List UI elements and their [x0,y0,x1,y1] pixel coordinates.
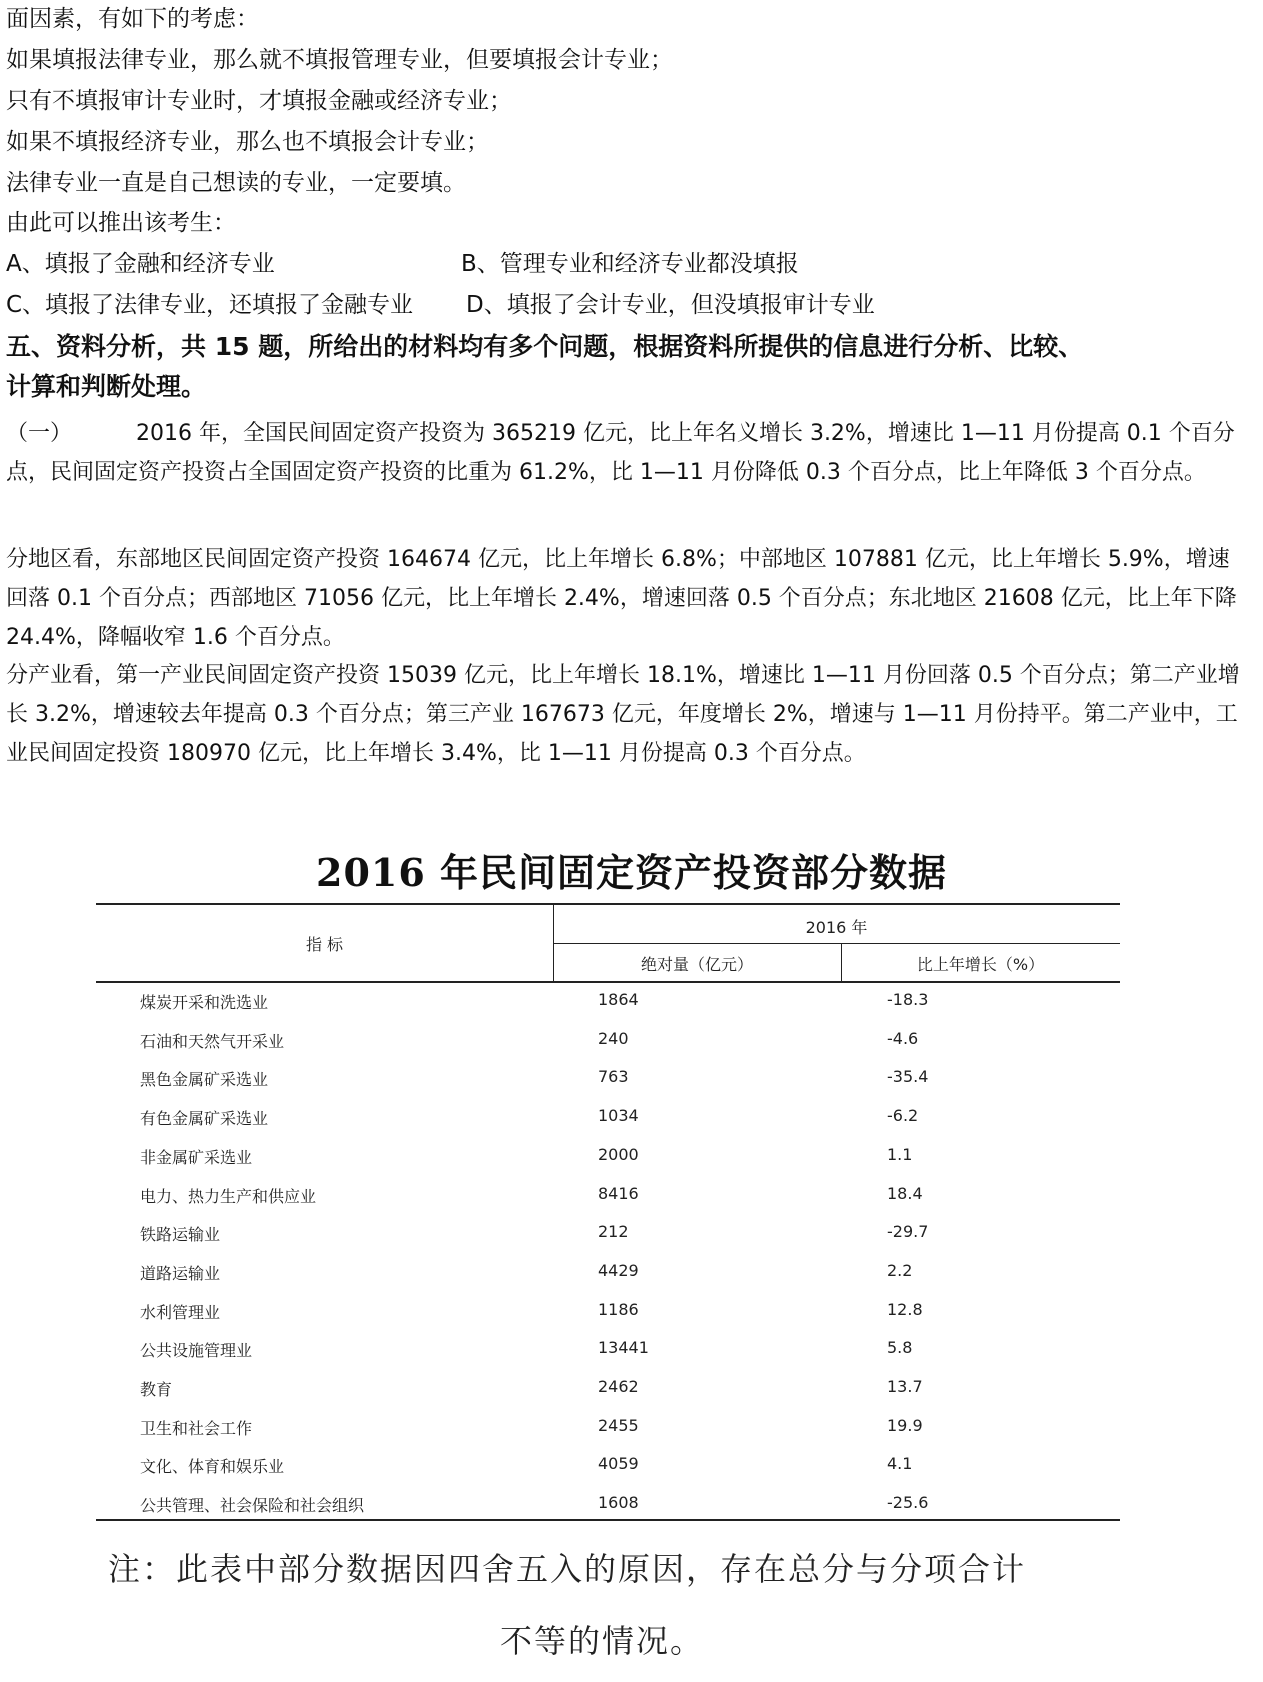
row-absolute-value: 1864 [598,990,639,1009]
row-indicator: 卫生和社会工作 [140,1419,253,1438]
row-indicator: 非金属矿采选业 [140,1148,253,1167]
option-a: A、填报了金融和经济专业 [6,251,275,277]
row-growth-rate: 13.7 [887,1377,923,1396]
row-absolute-value: 1034 [598,1106,639,1125]
section-heading-line-2: 计算和判断处理。 [6,372,207,401]
row-absolute-value: 2462 [598,1377,639,1396]
section-heading-line-1: 五、资料分析，共 15 题，所给出的材料均有多个问题，根据资料所提供的信息进行分析、比较、 [6,332,1084,361]
intro-line-3: 只有不填报审计专业时，才填报金融或经济专业； [6,88,512,114]
table-title: 2016 年民间固定资产投资部分数据 [316,850,947,895]
row-indicator: 石油和天然气开采业 [140,1032,285,1051]
header-indicator: 指 标 [305,935,344,954]
paragraph-3: 分产业看，第一产业民间固定资产投资 15039 亿元，比上年增长 18.1%，增速比 1—11 月份回落 0.5 个百分点；第二产业增长 3.2%，增速较去年提高 0.3 个百分点；第三产业 167673 亿元，年度增长 2%，增速与 1—11 月份持平。第二产业中，工业民间固定投资 180970 亿元，比上年增长 3.4%，比 1—11 月份提高 0.3 个百分点。 [6,663,1240,766]
row-absolute-value: 2000 [598,1145,639,1164]
table-year-rule [553,943,1120,944]
row-absolute-value: 13441 [598,1338,649,1357]
row-indicator: 黑色金属矿采选业 [140,1070,269,1089]
option-c: C、填报了法律专业，还填报了金融专业 [6,292,414,318]
row-indicator: 电力、热力生产和供应业 [140,1187,317,1206]
row-absolute-value: 240 [598,1029,629,1048]
question-stem: 由此可以推出该考生： [6,210,236,236]
row-absolute-value: 8416 [598,1184,639,1203]
header-growth: 比上年增长（%） [916,955,1045,974]
row-growth-rate: -29.7 [887,1222,929,1241]
row-absolute-value: 2455 [598,1416,639,1435]
row-absolute-value: 763 [598,1067,629,1086]
row-growth-rate: -6.2 [887,1106,919,1125]
table-note-line-2: 不等的情况。 [500,1622,705,1660]
row-growth-rate: -4.6 [887,1029,919,1048]
paragraph-1-text: 2016 年，全国民间固定资产投资为 365219 亿元，比上年名义增长 3.2%，增速比 1—11 月份提高 0.1 个百分点，民间固定资产投资占全国固定资产投资的比重为 61.2%，比 1—11 月份降低 0.3 个百分点，比上年降低 3 个百分点。 [6,421,1235,485]
row-growth-rate: 5.8 [887,1338,913,1357]
row-absolute-value: 4429 [598,1261,639,1280]
row-growth-rate: 19.9 [887,1416,923,1435]
paragraph-1 [6,414,1251,492]
table-note-line-1: 注：此表中部分数据因四舍五入的原因，存在总分与分项合计 [108,1550,1027,1588]
intro-line-1: 面因素，有如下的考虑： [6,6,259,32]
row-absolute-value: 1186 [598,1300,639,1319]
row-indicator: 铁路运输业 [140,1225,221,1244]
header-absolute: 绝对量（亿元） [640,955,753,974]
row-growth-rate: 4.1 [887,1454,913,1473]
table-header-rule [96,981,1120,983]
row-growth-rate: 18.4 [887,1184,923,1203]
table-top-rule [96,903,1120,905]
option-b: B、管理专业和经济专业都没填报 [461,251,799,277]
row-growth-rate: 12.8 [887,1300,923,1319]
row-indicator: 水利管理业 [140,1303,221,1322]
row-indicator: 有色金属矿采选业 [140,1109,269,1128]
paragraph-1-label: （一） [6,421,73,446]
row-indicator: 道路运输业 [140,1264,221,1283]
row-growth-rate: -18.3 [887,990,929,1009]
row-growth-rate: -25.6 [887,1493,929,1512]
row-absolute-value: 1608 [598,1493,639,1512]
intro-line-5: 法律专业一直是自己想读的专业，一定要填。 [6,170,466,196]
row-growth-rate: -35.4 [887,1067,929,1086]
paragraph-2: 分地区看，东部地区民间固定资产投资 164674 亿元，比上年增长 6.8%；中部地区 107881 亿元，比上年增长 5.9%，增速回落 0.1 个百分点；西部地区 71056 亿元，比上年增长 2.4%，增速回落 0.5 个百分点；东北地区 21608 亿元，比上年下降 24.4%，降幅收窄 1.6 个百分点。 [6,547,1237,650]
row-growth-rate: 2.2 [887,1261,913,1280]
intro-line-4: 如果不填报经济专业，那么也不填报会计专业； [6,129,489,155]
intro-line-2: 如果填报法律专业，那么就不填报管理专业，但要填报会计专业； [6,47,673,73]
table-bottom-rule [96,1519,1120,1521]
row-indicator: 煤炭开采和洗选业 [140,993,269,1012]
row-growth-rate: 1.1 [887,1145,913,1164]
row-indicator: 文化、体育和娱乐业 [140,1457,285,1476]
row-indicator: 教育 [140,1380,173,1399]
row-indicator: 公共设施管理业 [140,1341,253,1360]
row-indicator: 公共管理、社会保险和社会组织 [140,1496,365,1515]
row-absolute-value: 212 [598,1222,629,1241]
row-absolute-value: 4059 [598,1454,639,1473]
header-year: 2016 年 [805,918,868,937]
option-d: D、填报了会计专业，但没填报审计专业 [466,292,875,318]
